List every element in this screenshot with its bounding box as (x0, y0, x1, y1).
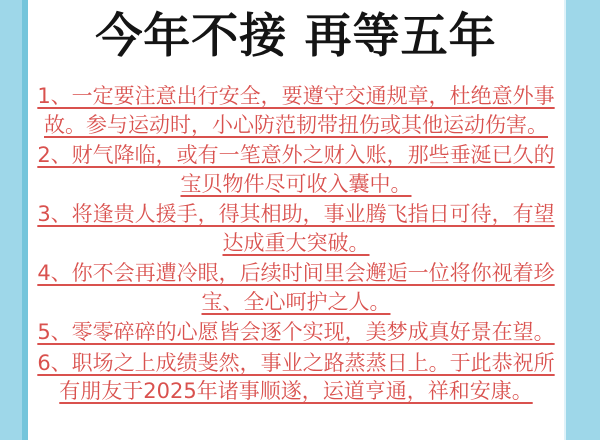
fortune-item-6: 6、职场之上成绩斐然，事业之路蒸蒸日上。于此恭祝所有朋友于2025年诸事顺遂，运道亨通，祥和安康。 (37, 350, 555, 403)
fortune-item-4: 4、你不会再遭冷眼，后续时间里会邂逅一位将你视着珍宝、全心呵护之人。 (37, 261, 555, 314)
poster-card (22, 0, 566, 440)
fortune-list (32, 82, 560, 406)
fortune-item-1: 1、一定要注意出行安全，要遵守交通规章，杜绝意外事故。参与运动时，小心防范韧带扭伤或其他运动伤害。 (37, 84, 555, 137)
poster-title: 今年不接 再等五年 (95, 9, 497, 64)
fortune-item-3: 3、将逢贵人援手，得其相助，事业腾飞指日可待，有望达成重大突破。 (37, 202, 555, 255)
fortune-item-2: 2、财气降临，或有一笔意外之财入账，那些垂涎已久的宝贝物件尽可收入囊中。 (37, 143, 555, 196)
fortune-item-5: 5、零零碎碎的心愿皆会逐个实现，美梦成真好景在望。 (37, 320, 555, 344)
